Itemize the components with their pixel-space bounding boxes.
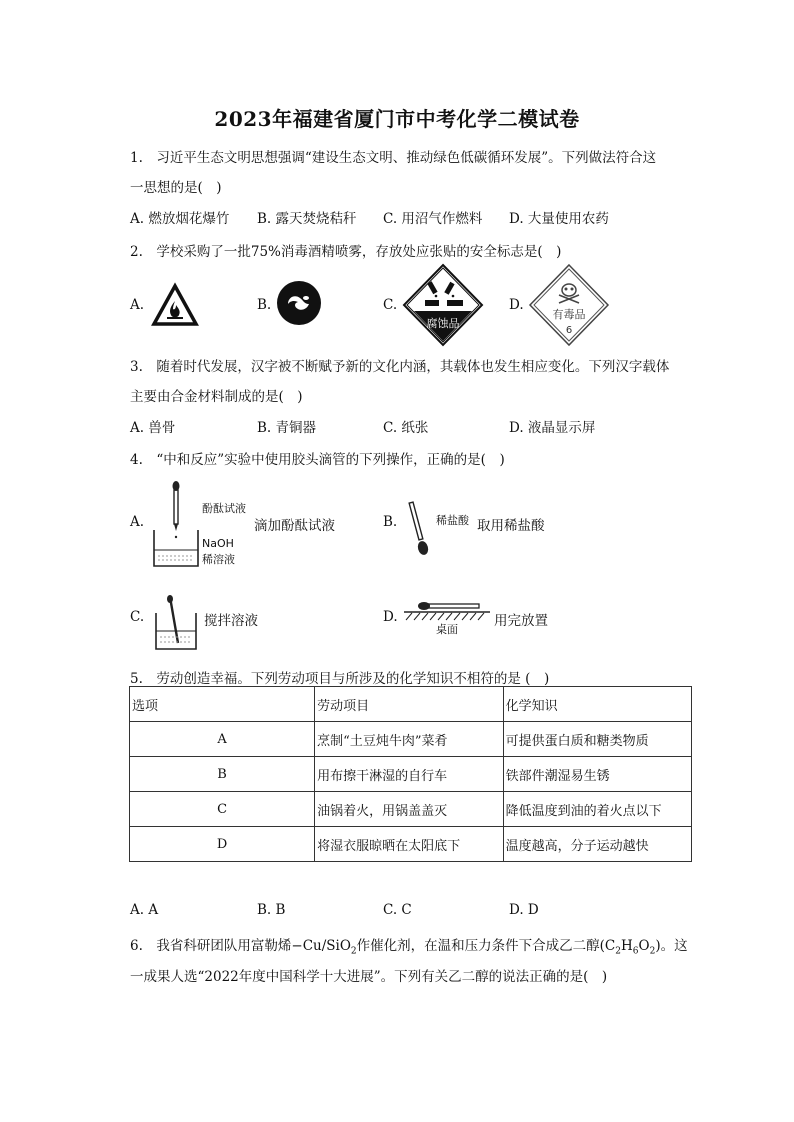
q2-option-c[interactable]: C. bbox=[383, 297, 398, 313]
q6-stem-line2: 一成果人选“2022年度中国科学十大进展”。下列有关乙二醇的说法正确的是( ) bbox=[130, 969, 608, 985]
q5-option-d[interactable]: D. D bbox=[509, 902, 539, 918]
toxic-sign-label: 有毒品 bbox=[552, 308, 586, 321]
q4-option-c-letter[interactable]: C. bbox=[130, 609, 145, 625]
label-tabletop: 桌面 bbox=[436, 623, 458, 636]
q5-option-a[interactable]: A. A bbox=[130, 902, 159, 918]
table-cell: 降低温度到油的着火点以下 bbox=[503, 792, 691, 827]
q6-text: H bbox=[620, 938, 633, 954]
q1-option-c[interactable]: C. 用沼气作燃料 bbox=[383, 211, 483, 227]
table-cell: 烹制“土豆炖牛肉”菜肴 bbox=[315, 722, 503, 757]
q1-stem-line2: 一思想的是( ) bbox=[130, 180, 222, 196]
q5-option-c[interactable]: C. C bbox=[383, 902, 412, 918]
q5-option-b[interactable]: B. B bbox=[257, 902, 286, 918]
table-header-cell: 选项 bbox=[130, 687, 315, 722]
table-row bbox=[130, 792, 692, 827]
q3-option-b[interactable]: B. 青铜器 bbox=[257, 420, 317, 436]
table-header-cell: 劳动项目 bbox=[315, 687, 503, 722]
label-naoh: NaOH bbox=[202, 537, 234, 550]
q1-option-d[interactable]: D. 大量使用农药 bbox=[509, 211, 609, 227]
label-dilute-solution: 稀溶液 bbox=[202, 553, 235, 566]
q4-option-a-letter[interactable]: A. bbox=[130, 514, 145, 530]
dropper-on-table-icon bbox=[404, 600, 490, 622]
q1-option-b[interactable]: B. 露天焚烧秸秆 bbox=[257, 211, 357, 227]
toxic-sign-number: 6 bbox=[565, 325, 573, 336]
table-cell: 温度越高，分子运动越快 bbox=[503, 827, 691, 862]
q6-subscript: 2 bbox=[649, 946, 656, 957]
stirring-beaker-icon bbox=[152, 595, 200, 651]
q6-text: O bbox=[638, 938, 650, 954]
q6-subscript: 2 bbox=[615, 946, 621, 957]
q4-option-b-text[interactable]: 取用稀盐酸 bbox=[477, 518, 545, 534]
table-cell: A bbox=[130, 722, 315, 757]
table-row bbox=[130, 757, 692, 792]
oxidizer-sign-icon bbox=[276, 280, 322, 326]
q3-option-c[interactable]: C. 纸张 bbox=[383, 420, 429, 436]
q2-option-d[interactable]: D. bbox=[509, 297, 524, 313]
table-row bbox=[130, 827, 692, 862]
table-cell: 油锅着火，用锅盖盖灭 bbox=[315, 792, 503, 827]
q4-option-d-letter[interactable]: D. bbox=[383, 609, 398, 625]
table-header-cell: 化学知识 bbox=[503, 687, 691, 722]
table-row bbox=[130, 722, 692, 757]
q3-stem-line2: 主要由合金材料制成的是( ) bbox=[130, 389, 303, 405]
label-dilute-hcl: 稀盐酸 bbox=[436, 514, 469, 527]
page-title: 2023年福建省厦门市中考化学二模试卷 bbox=[214, 107, 580, 131]
table-cell: 用布擦干淋湿的自行车 bbox=[315, 757, 503, 792]
q6-text: )。这 bbox=[655, 938, 688, 954]
q2-stem: 2. 学校采购了一批75%消毒酒精喷雾，存放处应张贴的安全标志是( ) bbox=[130, 244, 562, 260]
q6-subscript: 2 bbox=[350, 946, 357, 957]
q3-option-a[interactable]: A. 兽骨 bbox=[130, 420, 176, 436]
table-cell: B bbox=[130, 757, 315, 792]
q1-option-a[interactable]: A. 燃放烟花爆竹 bbox=[130, 211, 230, 227]
q6-text: 6. 我省科研团队用富勒烯−Cu/SiO bbox=[130, 938, 351, 954]
table-cell: 将湿衣服晾晒在太阳底下 bbox=[315, 827, 503, 862]
label-phenolphthalein: 酚酞试液 bbox=[202, 502, 246, 515]
table-cell: 铁部件潮湿易生锈 bbox=[503, 757, 691, 792]
q4-option-a-text[interactable]: 滴加酚酞试液 bbox=[254, 518, 335, 534]
tilted-dropper-icon bbox=[406, 498, 438, 558]
table-cell: D bbox=[130, 827, 315, 862]
q1-stem-line1: 1. 习近平生态文明思想强调“建设生态文明、推动绿色低碳循环发展”。下列做法符合这 bbox=[130, 150, 657, 166]
q5-table bbox=[129, 686, 692, 862]
q4-stem: 4. “中和反应”实验中使用胶头滴管的下列操作，正确的是( ) bbox=[130, 452, 505, 468]
q5-stem: 5. 劳动创造幸福。下列劳动项目与所涉及的化学知识不相符的是 ( ) bbox=[130, 671, 550, 687]
q4-option-d-text[interactable]: 用完放置 bbox=[494, 613, 548, 629]
q4-option-c-text[interactable]: 搅拌溶液 bbox=[204, 613, 258, 629]
q3-option-d[interactable]: D. 液晶显示屏 bbox=[509, 420, 596, 436]
toxic-sign-icon bbox=[529, 264, 609, 346]
q6-text: 作催化剂，在温和压力条件下合成乙二醇(C bbox=[356, 938, 616, 954]
corrosive-sign-label: 腐蚀品 bbox=[426, 317, 460, 330]
corrosive-sign-icon bbox=[403, 264, 483, 346]
table-cell: C bbox=[130, 792, 315, 827]
q6-stem-line1 bbox=[130, 934, 688, 957]
q2-option-b[interactable]: B. bbox=[257, 297, 272, 313]
q2-option-a[interactable]: A. bbox=[130, 297, 145, 313]
table-cell: 可提供蛋白质和糖类物质 bbox=[503, 722, 691, 757]
dropper-beaker-icon bbox=[150, 480, 205, 570]
q4-option-b-letter[interactable]: B. bbox=[383, 514, 398, 530]
table-header-row bbox=[130, 687, 692, 722]
q6-subscript: 6 bbox=[632, 946, 639, 957]
q3-stem-line1: 3. 随着时代发展，汉字被不断赋予新的文化内涵，其载体也发生相应变化。下列汉字载体 bbox=[130, 359, 670, 375]
flammable-sign-icon bbox=[152, 284, 198, 326]
